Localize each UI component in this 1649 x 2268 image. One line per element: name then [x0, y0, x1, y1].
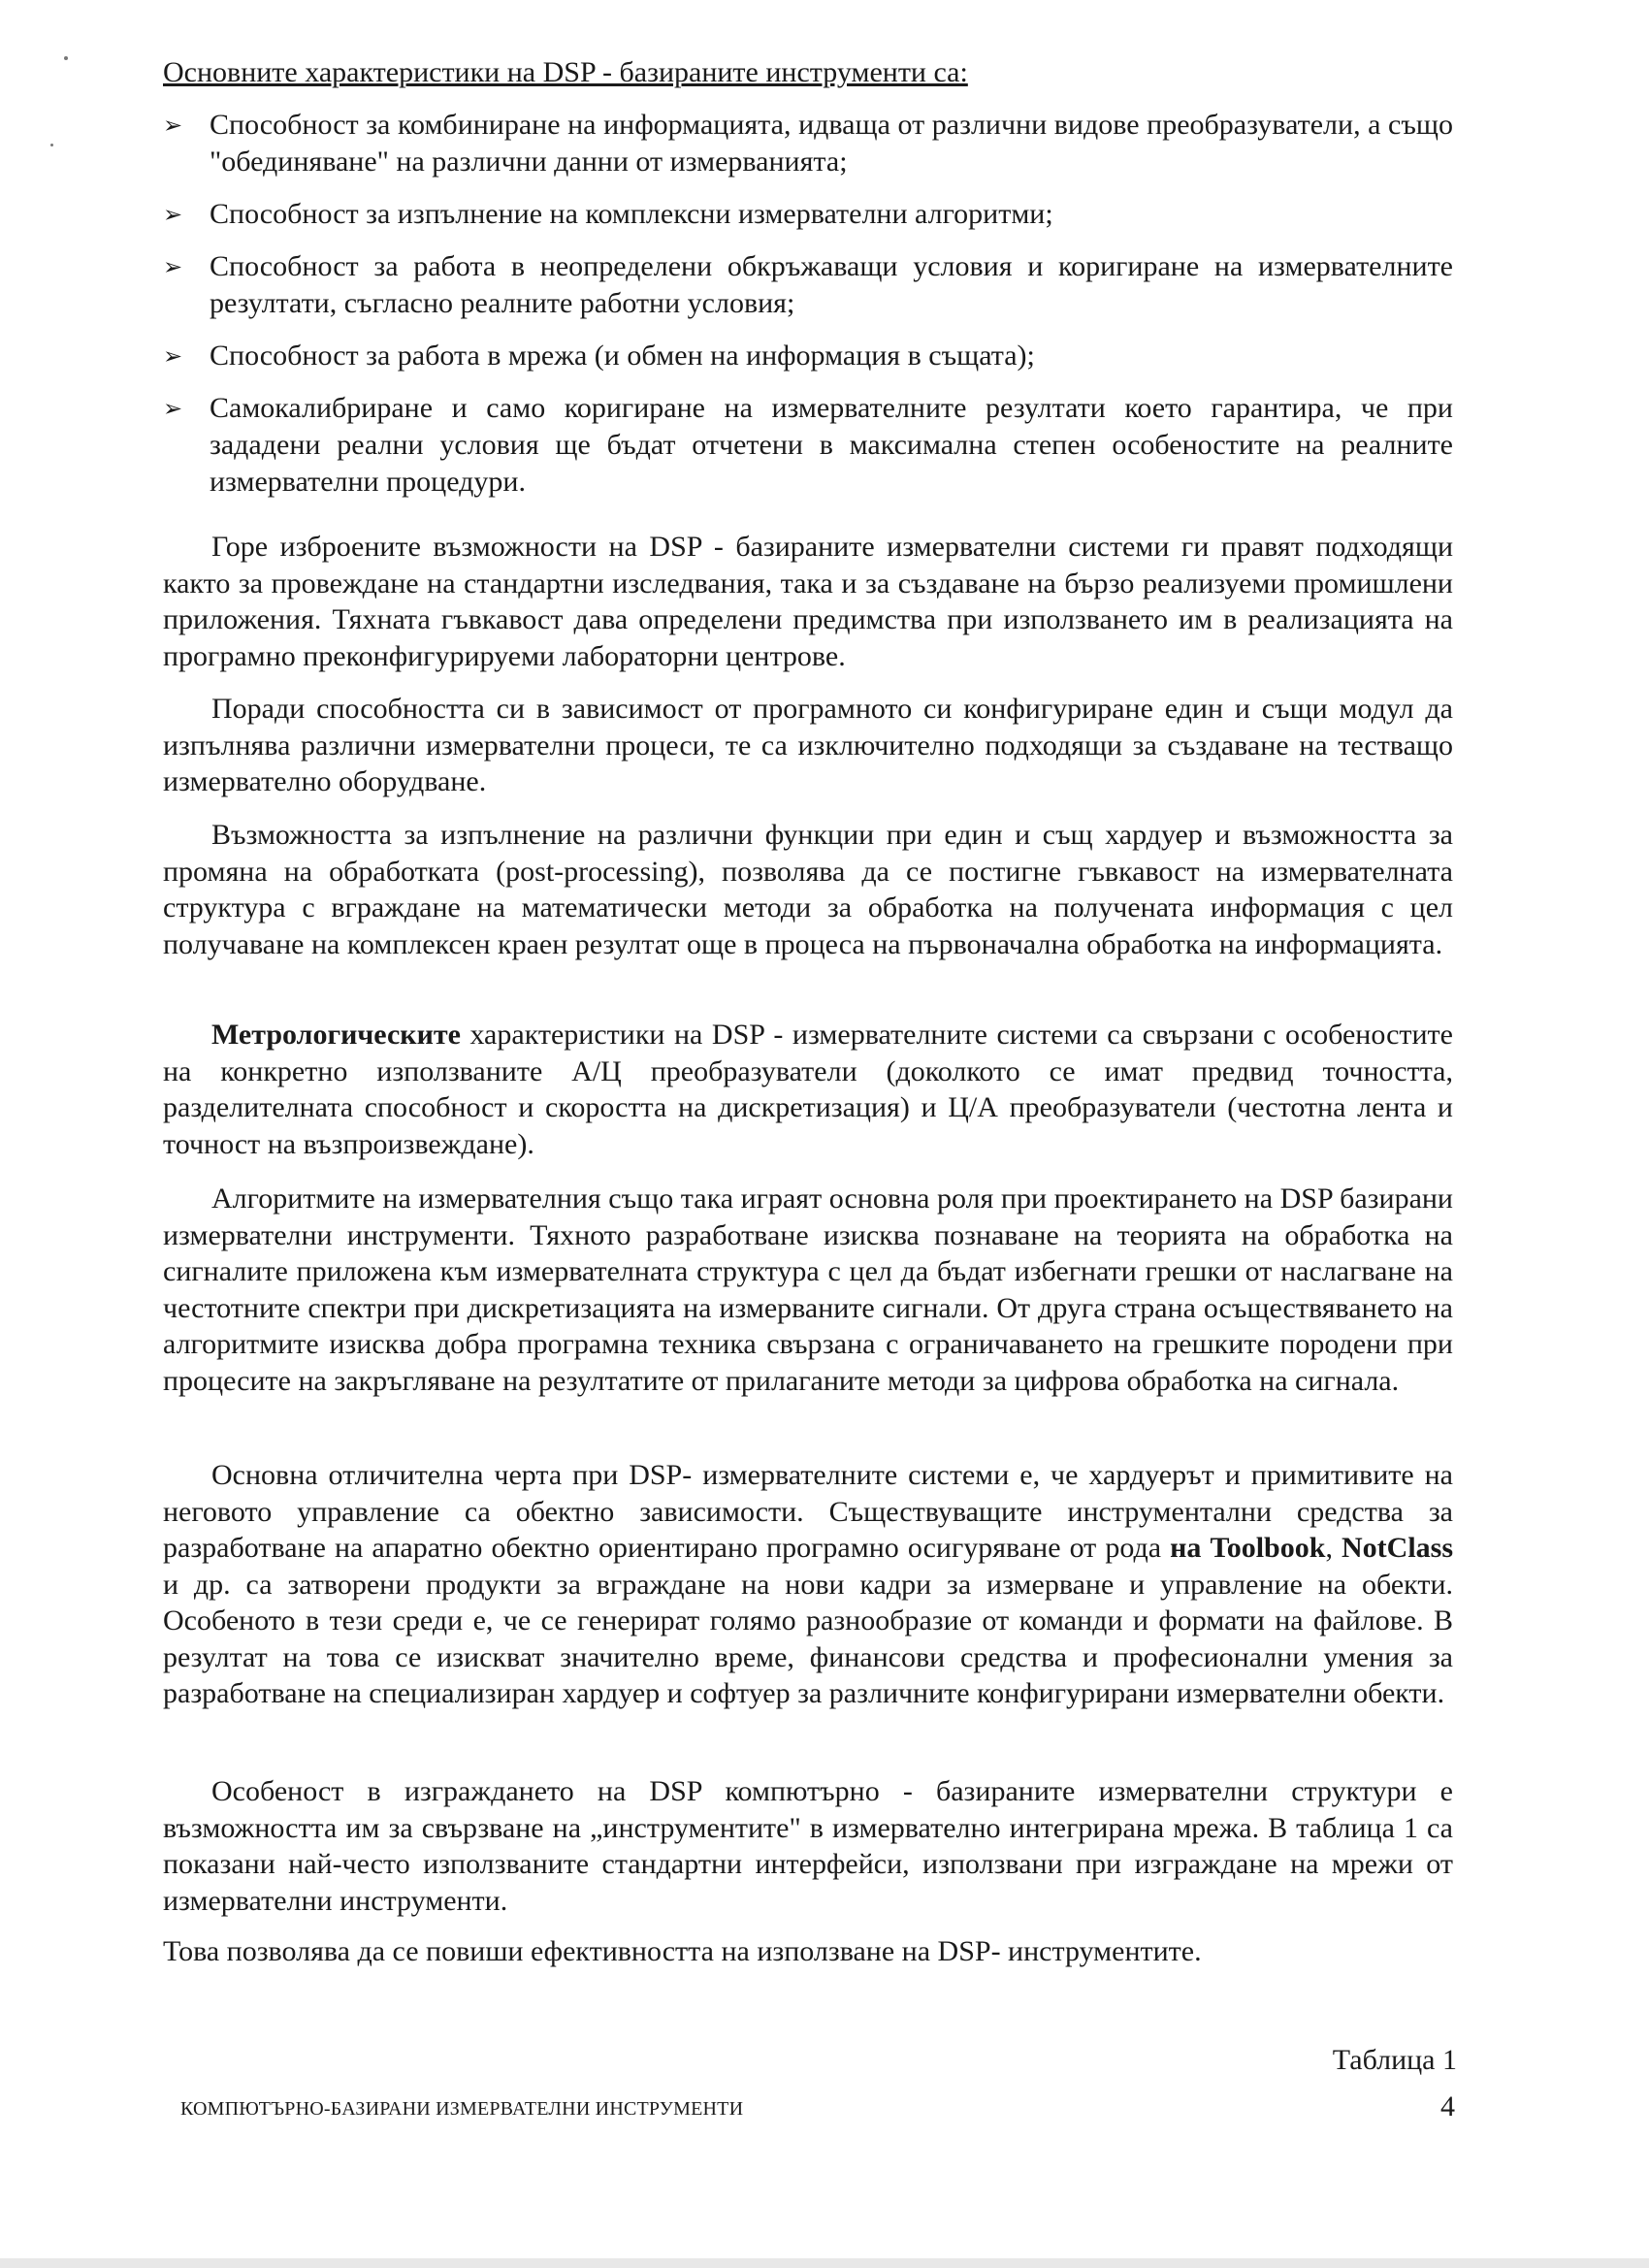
metrology-term: Метрологическите — [211, 1019, 461, 1051]
notclass-term: NotClass — [1342, 1532, 1454, 1564]
list-item-text: Способност за работа в мрежа (и обмен на информация в същата); — [210, 340, 1035, 372]
list-item-text: Способност за работа в неопределени обкръжаващи условия и коригиране на измервателните резултати, съгласно реалните работни условия; — [210, 250, 1453, 319]
paragraph-configuration: Поради способността си в зависимост от програмното си конфигуриране един и същи модул да изпълнява различни измервателни процеси, те са изключително подходящи за създаване на тестващо измервателно оборудване. — [163, 693, 1453, 797]
scan-speck — [64, 56, 68, 60]
page-footer: КОМПЮТЪРНО-БАЗИРАНИ ИЗМЕРВАТЕЛНИ ИНСТРУМЕНТИ — [180, 2098, 744, 2120]
arrow-bullet-icon: ➢ — [163, 342, 183, 370]
table-caption: Таблица 1 — [1332, 2044, 1457, 2076]
arrow-bullet-icon: ➢ — [163, 395, 183, 422]
arrow-bullet-icon: ➢ — [163, 253, 183, 280]
paragraph-post-processing: Възможността за изпълнение на различни функции при един и същ хардуер и възможността за промяна на обработката (post-processing), позволява да се постигне гъвкавост на измервателната структура с вграждане на математически методи за обработка на получената информация с цел получаване на комплексен краен резултат още в процеса на първоначална обработка на информацията. — [163, 819, 1453, 960]
arrow-bullet-icon: ➢ — [163, 201, 183, 228]
arrow-bullet-icon: ➢ — [163, 112, 183, 139]
page-number: 4 — [1440, 2090, 1455, 2122]
list-item — [163, 338, 1453, 374]
paragraph-hardware: Основна отличителна черта при DSP- измервателните системи е, че хардуерът и примитивите на неговото управление са обектно зависимости. Съществуващите инструментални средства за разработване на апаратно обектно ориентирано програмно осигуряване от рода на Toolbook, NotClass и др. са затворени продукти за вграждане на нови кадри за измерване и управление на обекти. Особеното в тези среди е, че се генерират голямо разнообразие от команди и формати на файлове. В резултат на това се изискват значително време, финансови средства и професионални умения за разработване на специализиран хардуер и софтуер за различните конфигурирани измервателни обекти. — [163, 1459, 1454, 1709]
list-item — [163, 390, 1453, 501]
paragraph-efficiency: Това позволява да се повиши ефективността на използване на DSP- инструментите. — [163, 1935, 1202, 1967]
toolbook-term: на Toolbook — [1170, 1532, 1326, 1564]
list-item — [163, 248, 1453, 322]
list-item-text: Способност за изпълнение на комплексни измервателни алгоритми; — [210, 198, 1053, 230]
paragraph-capabilities: Горе изброените възможности на DSP - базираните измервателни системи ги правят подходящи както за провеждане на стандартни изследвания, така и за създаване на бързо реализуеми промишлени приложения. Тяхната гъвкавост дава определени предимства при използването им в реализацията на програмно преконфигурируеми лабораторни центрове. — [163, 531, 1453, 672]
scan-edge — [0, 2258, 1649, 2268]
list-item — [163, 107, 1453, 180]
paragraph-network: Особеност в изграждането на DSP компютърно - базираните измервателни структури е възможността им за свързване на „инструментите" в измервателно интегрирана мрежа. В таблица 1 са показани най-често използваните стандартни интерфейси, използвани при изграждане на мрежи от измервателни инструменти. — [163, 1775, 1453, 1917]
paragraph-algorithms: Алгоритмите на измервателния също така играят основна роля при проектирането на DSP базирани измервателни инструменти. Тяхното разработване изисква познаване на теорията на обработка на сигналите приложена към измервателната структура с цел да бъдат избегнати грешки от наслагване на честотните спектри при дискретизацията на измерваните сигнали. От друга страна осъществяването на алгоритмите изисква добра програмна техника свързана с ограничаването на грешките породени при процесите на закръгляване на резултатите от прилаганите методи за цифрова обработка на сигнала. — [163, 1183, 1453, 1397]
list-item-text: Самокалибриране и само коригиране на измервателните резултати което гарантира, че при зададени реални условия ще бъдат отчетени в максимална степен особеностите на реалните измервателни процедури. — [210, 392, 1453, 498]
list-item — [163, 196, 1453, 233]
section-heading: Основните характеристики на DSP - базираните инструменти са: — [163, 56, 968, 88]
list-item-text: Способност за комбиниране на информацията, идваща от различни видове преобразуватели, а също "обединяване" на различни данни от измерванията; — [210, 109, 1453, 178]
scan-speck — [50, 144, 53, 146]
paragraph-metrology: Метрологическите характеристики на DSP - измервателните системи са свързани с особеностите на конкретно използваните А/Ц преобразуватели (доколкото се имат предвид точността, разделителната способност и скоростта на дискретизация) и Ц/А преобразуватели (честотна лента и точност на възпроизвеждане). — [163, 1019, 1453, 1160]
characteristics-list — [163, 107, 1453, 516]
